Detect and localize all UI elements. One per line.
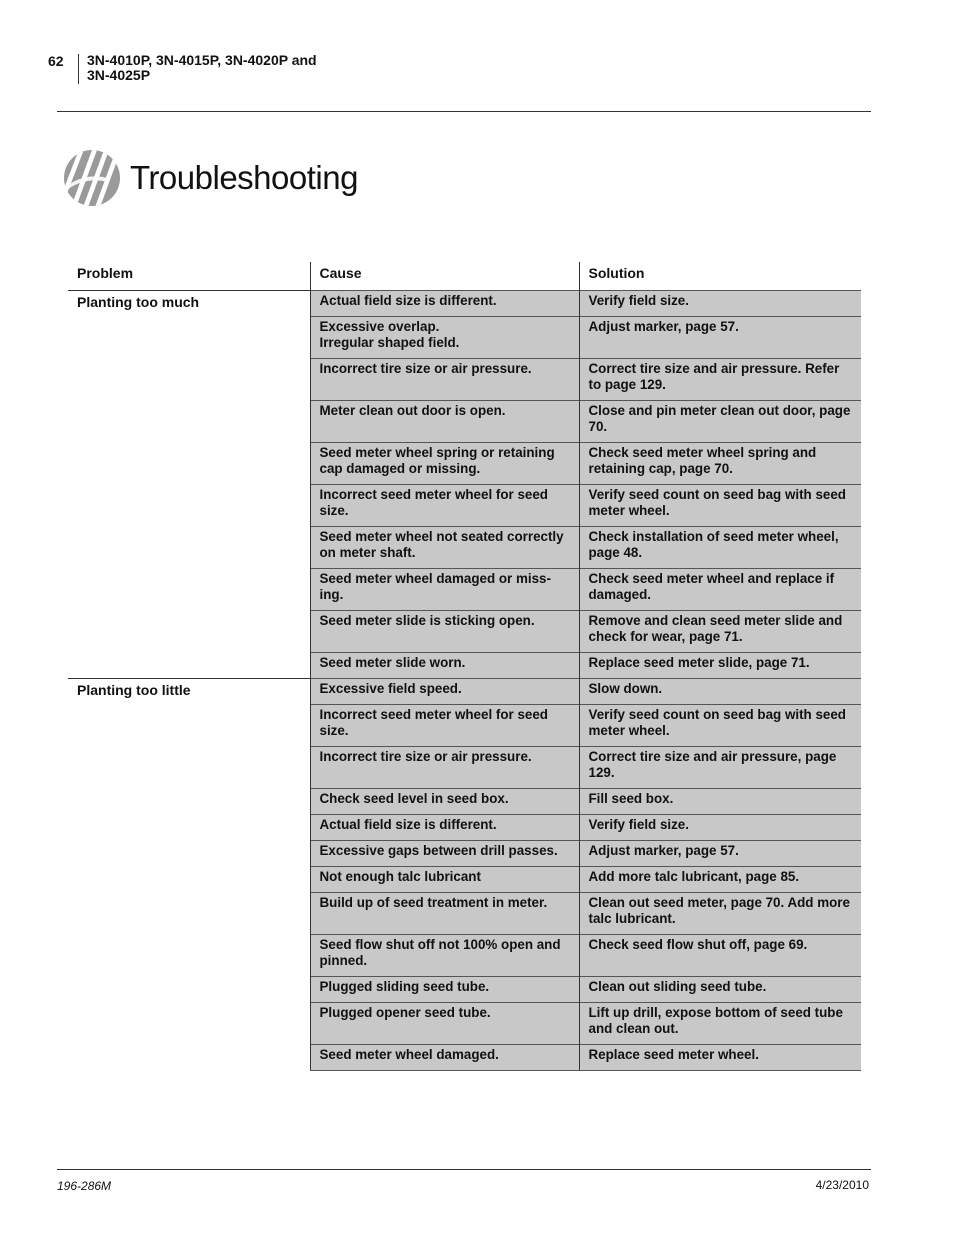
solution-cell: Adjust marker, page 57. (579, 317, 861, 359)
cause-cell: Seed meter wheel not seated correctly on meter shaft. (310, 527, 579, 569)
solution-cell: Verify field size. (579, 815, 861, 841)
header-problem: Problem (77, 265, 134, 281)
solution-cell: Verify seed count on seed bag with seed meter wheel. (579, 485, 861, 527)
cause-cell: Plugged opener seed tube. (310, 1003, 579, 1045)
footer-rule (57, 1169, 871, 1170)
solution-cell: Check seed meter wheel spring and retaining cap, page 70. (579, 443, 861, 485)
cause-cell: Seed meter wheel damaged or miss-ing. (310, 569, 579, 611)
cause-cell: Seed meter slide worn. (310, 653, 579, 679)
cause-cell: Excessive overlap. Irregular shaped field. (310, 317, 579, 359)
cause-cell: Incorrect seed meter wheel for seed size. (310, 705, 579, 747)
solution-cell: Clean out seed meter, page 70. Add more talc lubricant. (579, 893, 861, 935)
header-cause: Cause (310, 262, 579, 291)
page-header (48, 52, 317, 84)
solution-cell: Correct tire size and air pressure. Refer to page 129. (579, 359, 861, 401)
solution-cell: Fill seed box. (579, 789, 861, 815)
document-title (79, 52, 317, 84)
solution-cell: Replace seed meter wheel. (579, 1045, 861, 1071)
table-header-row (68, 262, 861, 291)
cause-cell: Excessive gaps between drill passes. (310, 841, 579, 867)
solution-cell: Replace seed meter slide, page 71. (579, 653, 861, 679)
solution-cell: Check installation of seed meter wheel, page 48. (579, 527, 861, 569)
cause-cell: Seed meter wheel damaged. (310, 1045, 579, 1071)
solution-cell: Clean out sliding seed tube. (579, 977, 861, 1003)
section-heading (64, 148, 358, 208)
page-number: 62 (48, 53, 64, 69)
solution-cell: Add more talc lubricant, page 85. (579, 867, 861, 893)
solution-cell: Adjust marker, page 57. (579, 841, 861, 867)
solution-cell: Verify seed count on seed bag with seed meter wheel. (579, 705, 861, 747)
header-solution: Solution (579, 262, 861, 291)
cause-cell: Actual field size is different. (310, 291, 579, 317)
solution-cell: Check seed meter wheel and replace if damaged. (579, 569, 861, 611)
cause-cell: Check seed level in seed box. (310, 789, 579, 815)
section-title: Troubleshooting (130, 159, 358, 196)
cause-cell: Incorrect tire size or air pressure. (310, 747, 579, 789)
troubleshooting-table (68, 262, 861, 1071)
doc-number: 196-286M (57, 1179, 112, 1193)
cause-cell: Seed meter slide is sticking open. (310, 611, 579, 653)
document-title-line1: 3N-4010P, 3N-4015P, 3N-4020P and (87, 52, 317, 68)
solution-cell: Check seed flow shut off, page 69. (579, 935, 861, 977)
striped-circle-logo-icon (64, 148, 120, 208)
cause-cell: Seed meter wheel spring or retaining cap damaged or missing. (310, 443, 579, 485)
solution-cell: Slow down. (579, 679, 861, 705)
cause-cell: Actual field size is different. (310, 815, 579, 841)
problem-cell: Planting too much (68, 291, 310, 679)
problem-cell: Planting too little (68, 679, 310, 1071)
table-body (68, 291, 861, 1071)
table-row (68, 679, 861, 705)
table-row (68, 291, 861, 317)
cause-cell: Not enough talc lubricant (310, 867, 579, 893)
cause-cell: Incorrect tire size or air pressure. (310, 359, 579, 401)
cause-cell: Incorrect seed meter wheel for seed size. (310, 485, 579, 527)
cause-cell: Build up of seed treatment in meter. (310, 893, 579, 935)
cause-cell: Plugged sliding seed tube. (310, 977, 579, 1003)
doc-date: 4/23/2010 (815, 1178, 869, 1192)
solution-cell: Remove and clean seed meter slide and check for wear, page 71. (579, 611, 861, 653)
solution-cell: Lift up drill, expose bottom of seed tube and clean out. (579, 1003, 861, 1045)
cause-cell: Excessive field speed. (310, 679, 579, 705)
solution-cell: Correct tire size and air pressure, page 129. (579, 747, 861, 789)
cause-cell: Meter clean out door is open. (310, 401, 579, 443)
document-title-line2: 3N-4025P (87, 67, 151, 83)
solution-cell: Verify field size. (579, 291, 861, 317)
solution-cell: Close and pin meter clean out door, page 70. (579, 401, 861, 443)
cause-cell: Seed flow shut off not 100% open and pinned. (310, 935, 579, 977)
header-rule (57, 111, 871, 112)
